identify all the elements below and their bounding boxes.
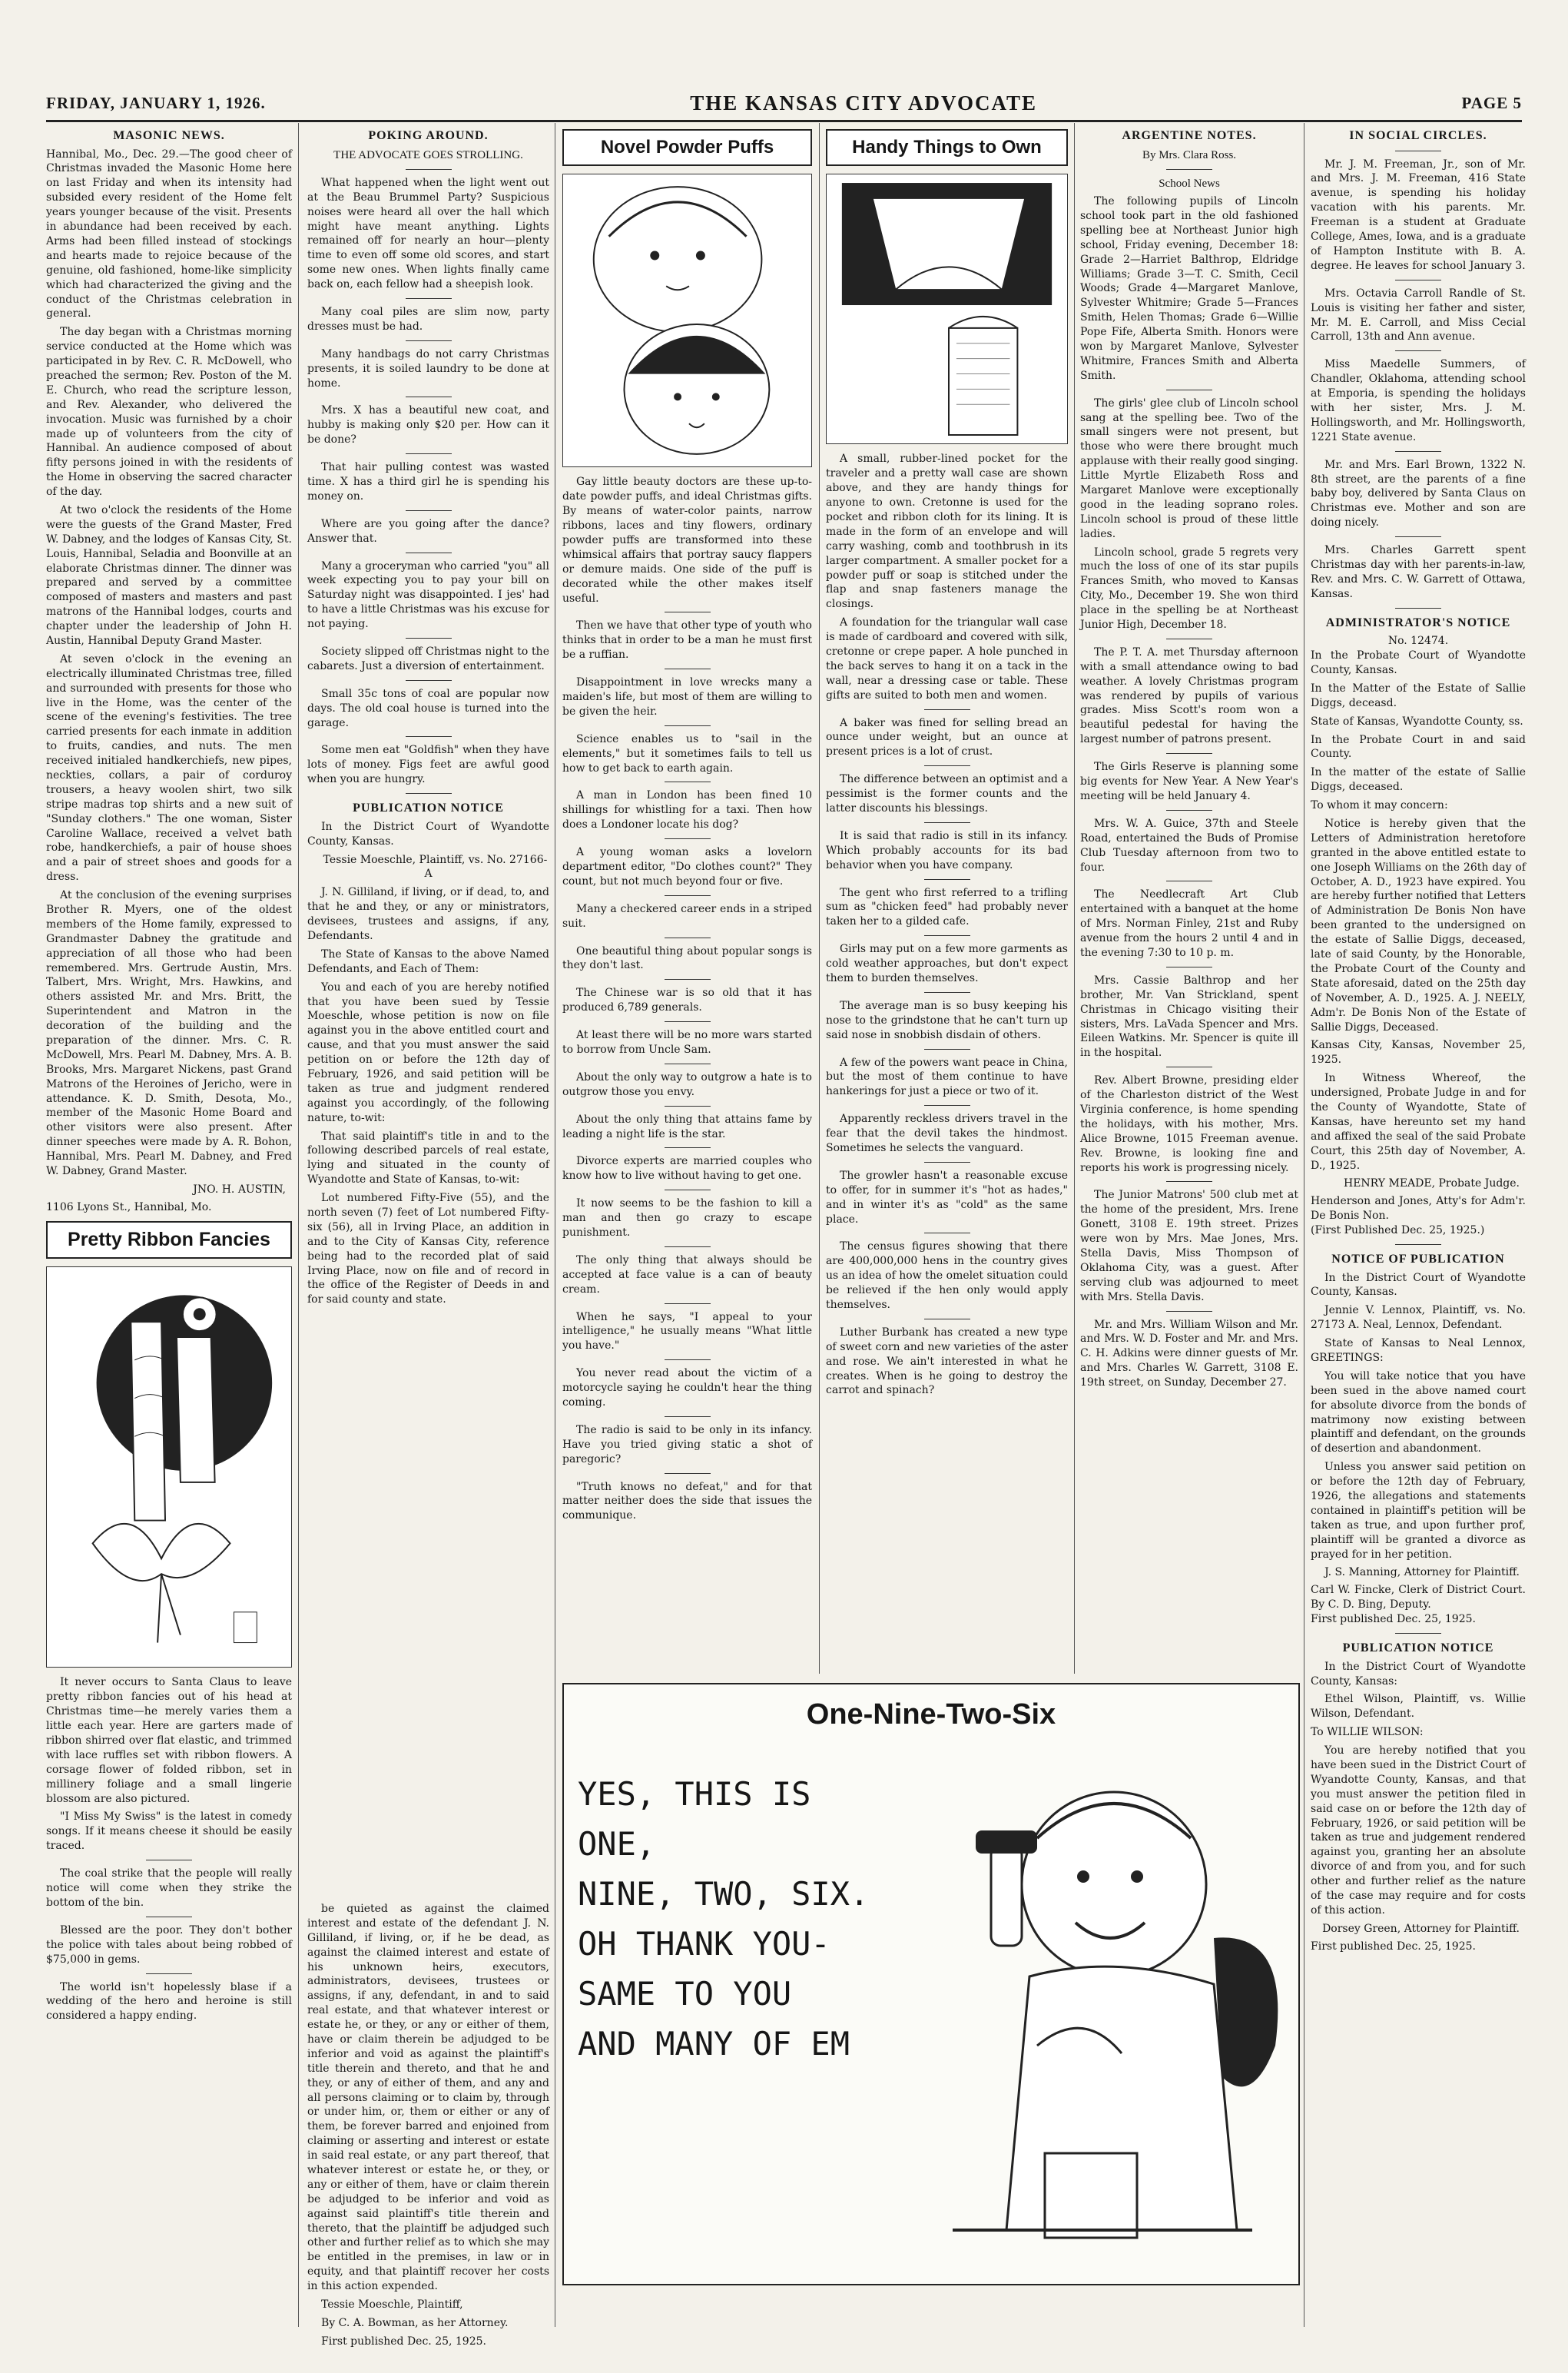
column-masonic xyxy=(46,123,292,2327)
argentine-para: The following pupils of Lincoln school took part in the old fashioned spelling bee at Northeast Junior high school, Friday evening, December 18: Grade 2—Harriet Balthrop, Eldridge Williams; Grade 3—T. C. Smith, Cecil Woods; Grade 4—Margaret Manlove, Sylvester Whitmire; Grade 5—Frances Smith, Helen Thomas; Grade 6—Willie Pope Fife, Alberta Smith. Honors were won by Margaret Manlove, Sylvester Whitmire, Frances Smith and Alberta Smith. xyxy=(1080,195,1298,382)
divider xyxy=(406,680,452,681)
divider xyxy=(1166,169,1212,170)
masonic-para: The day began with a Christmas morning service conducted at the Home which was participated in by Rev. C. R. McDowell, who preached the sermon; Rev. Poston of the M. E. Church, who read the scripture lesson, and Rev. Alexander, who delivered the invocation. Music was furnished by a choir made up of volunteers from the city of Hannibal. An audience composed of about fifty persons joined in with the residents of the Home in observing the sacred character of the day. xyxy=(46,326,292,499)
divider xyxy=(1395,1244,1441,1245)
divider xyxy=(1166,810,1212,811)
ribbon-para: It never occurs to Santa Claus to leave pretty ribbon fancies out of his head at Christmas time—he merely varies them a little each year. Here are garters made of ribbon shirred over flat elastic, and trimmed with lace ruffles set with ribbon flowers. A corsage flower of folded ribbon, set in millinery foliage and a small lingerie blossom are also pictured. xyxy=(46,1676,292,1805)
notice2-para: You will take notice that you have been sued in the above named court for absolute divorce from the bonds of matrimony now existing between plaintiff and defendant, on the grounds of desertion and abandonment. xyxy=(1311,1369,1526,1455)
ribbon-para: The coal strike that the people will really notice will come when they strike the bottom of the bin. xyxy=(46,1867,292,1909)
cartoon-panel xyxy=(562,1683,1300,2285)
masonic-para: At two o'clock the residents of the Home were the guests of the Grand Master, Fred W. Dabney, and the lodges of Kansas City, St. Louis, Hannibal, Seladia and Boonville at an elaborate Christmas dinner. The dinner was prepared and served by a committee composed of masters and masters and past matrons of the Hannibal lodges, courts and chapter under the leadership of John H. Austin, Hannibal Deputy Grand Master. xyxy=(46,503,292,647)
pub-notice-title: PUBLICATION NOTICE xyxy=(353,802,504,815)
pub3-para: Ethel Wilson, Plaintiff, vs. Willie Wilson, Defendant. xyxy=(1311,1693,1526,1721)
powder-para: Gay little beauty doctors are these up-to-date powder puffs, and ideal Christmas gifts. By means of water-color paints, narrow ribbons, laces and tiny flowers, ordinary powder puffs are transformed into these whimsical affairs that portray saucy flappers or demure maids. One side of the puff is decorated while the other makes itself useful. xyxy=(562,476,812,605)
divider xyxy=(406,298,452,299)
admin-para: Kansas City, Kansas, November 25, 1925. xyxy=(1311,1039,1526,1067)
masonic-para: At the conclusion of the evening surprises Brother R. Myers, one of the oldest members of the Home family, expressed to Grandmaster Dabney the gratitude and appreciation of all those who had been remembered. Mrs. Gertrude Austin, Mrs. Talbert, Mrs. Wright, Mrs. Hawkins, and others assisted Mr. and Mrs. Britt, the Superintendent and Matron in the decoration of the building and the preparation of the dinner. Mrs. C. R. McDowell, Mrs. Pearl M. Dabney, Mrs. A. B. Brooks, Mrs. Margaret Nickens, past Grand Matrons of the Heroines of Jericho, were in attendance. K. D. Smith, Desota, Mo., member of the Masonic Home Board and other visitors were also present. After dinner speeches were made by A. R. Bohon, Hannibal, Mrs. Pearl M. Dabney, and Fred W. Dabney, Grand Master. xyxy=(46,889,292,1178)
powder-para: Disappointment in love wrecks many a maiden's life, but most of them are willing to be given the heir. xyxy=(562,676,812,718)
cartoon-caption xyxy=(578,1769,900,2069)
admin-para: In the matter of the estate of Sallie Diggs, deceased. xyxy=(1311,766,1526,794)
argentine-para: Lincoln school, grade 5 regrets very much the loss of one of its star pupils Frances Smith, who moved to Kansas City, Mo., December 19. She won third place in the spelling be at Northeast Junior High, December 18. xyxy=(1080,546,1298,632)
pub3-para: You are hereby notified that you have been sued in the District Court of Wyandotte County, Kansas, and that you must answer the petition filed in said case on or before the 12th day of February, 1926, or said petition will be taken as true and judgement rendered against you, granting her an absolute divorce of and from you, and for such other and further relief as the nature of the case may require and for costs of this action. xyxy=(1311,1744,1526,1917)
admin-para: Notice is hereby given that the Letters of Administration heretofore granted in the above entitled estate to one Joseph Williams on the 26th day of October, A. D., 1923 have expired. You are hereby further notified that Letters of Administration De Bonis Non have been granted to the undersigned on the estate of Sallie Diggs, deceased, late of said County, by the Honorable, the Probate Court of the County and State aforesaid, dated on the 25th day of November, A. D., 1925. A. J. NEELY, Adm'r. De Bonis Non of the Estate of Sallie Diggs, Deceased. xyxy=(1311,818,1526,1034)
divider xyxy=(924,992,970,993)
cartoon-caption-line: SAME TO YOU xyxy=(578,1975,792,2013)
divider xyxy=(665,1246,711,1247)
handy-para: Girls may put on a few more garments as cold weather approaches, but don't expect them to burden themselves. xyxy=(826,943,1068,984)
ribbon-para: "I Miss My Swiss" is the latest in comedy songs. If it means cheese it should be easily traced. xyxy=(46,1810,292,1853)
divider xyxy=(924,709,970,710)
argentine-para: Rev. Albert Browne, presiding elder of the Charleston district of the West Virginia conference, is home spending the holidays, with his mother, Mrs. Alice Browne, 1015 Freeman avenue. Rev. Browne, is looking fine and reports his work is progressing nicely. xyxy=(1080,1074,1298,1174)
notice2-para: State of Kansas to Neal Lennox, GREETINGS: xyxy=(1311,1337,1526,1365)
handy-title: Handy Things to Own xyxy=(826,129,1068,166)
pub-notice-published: First published Dec. 25, 1925. xyxy=(321,2335,486,2348)
handy-para: A baker was fined for selling bread an ounce under weight, but an ounce at present prices is a lot of crust. xyxy=(826,716,1068,758)
admin-para: In the Probate Court of Wyandotte County, Kansas. xyxy=(1311,649,1526,677)
divider xyxy=(665,1147,711,1148)
issue-date: FRIDAY, JANUARY 1, 1926. xyxy=(46,93,266,112)
column-rule xyxy=(298,123,299,2327)
pub-notice-attorney: By C. A. Bowman, as her Attorney. xyxy=(321,2316,509,2329)
divider xyxy=(665,1416,711,1417)
pub-notice-para: That said plaintiff's title in and to the following described parcels of real estate, lying and situated in the county of Wyandotte and State of Kansas, to-wit: xyxy=(307,1130,549,1186)
admin-published: (First Published Dec. 25, 1925.) xyxy=(1311,1224,1485,1237)
poking-item: Many coal piles are slim now, party dresses must be had. xyxy=(307,305,549,333)
divider xyxy=(665,1303,711,1304)
divider xyxy=(1395,451,1441,452)
powder-para: The Chinese war is so old that it has produced 6,789 generals. xyxy=(562,987,812,1014)
pub-notice-para: J. N. Gilliland, if living, or if dead, to, and that he and they, or any or ministrators, devisees, trustees and assigns, if any, Defendants. xyxy=(307,886,549,942)
divider xyxy=(406,169,452,170)
divider xyxy=(924,822,970,823)
poking-item: Mrs. X has a beautiful new coat, and hubby is making only $20 per. How can it be done? xyxy=(307,404,549,446)
poking-item: Small 35c tons of coal are popular now days. The old coal house is turned into the garage. xyxy=(307,687,549,729)
divider xyxy=(406,638,452,639)
pub3-title: PUBLICATION NOTICE xyxy=(1342,1641,1494,1655)
pub-notice-para: The State of Kansas to the above Named Defendants, and Each of Them: xyxy=(307,948,549,975)
divider xyxy=(1166,1181,1212,1182)
handy-para: A foundation for the triangular wall case is made of cardboard and covered with silk, cretonne or crepe paper. A hole punched in the back serves to hang it on a tack in the wall, near a dressing case or table. These gifts are suited to both men and women. xyxy=(826,616,1068,702)
column-powder xyxy=(562,123,812,1674)
page-number: PAGE 5 xyxy=(1461,93,1522,112)
admin-para: State of Kansas, Wyandotte County, ss. xyxy=(1311,715,1523,728)
powder-para: The only thing that always should be accepted at face value is a can of beauty cream. xyxy=(562,1253,812,1296)
ribbon-illustration xyxy=(46,1266,292,1668)
poking-item: That hair pulling contest was wasted time. X has a third girl he is spending his money on. xyxy=(307,461,549,503)
powder-para: Divorce experts are married couples who know how to live without having to get one. xyxy=(562,1155,812,1183)
pub3-para: To WILLIE WILSON: xyxy=(1311,1726,1424,1739)
column-rule xyxy=(819,123,820,1674)
poking-item: Society slipped off Christmas night to the cabarets. Just a diversion of entertainment. xyxy=(307,646,549,672)
powder-para: The radio is said to be only in its infancy. Have you tried giving static a shot of paregoric? xyxy=(562,1423,812,1465)
admin-title: ADMINISTRATOR'S NOTICE xyxy=(1325,616,1511,629)
divider xyxy=(1166,1311,1212,1312)
divider xyxy=(1166,753,1212,754)
argentine-para: The Needlecraft Art Club entertained with a banquet at the home of Mrs. Norman Finley, 21st and Ruby avenue from the hours 2 until 4 and in the evening 7:30 to 10 p. m. xyxy=(1080,888,1298,959)
handy-para: The census figures showing that there are 400,000,000 hens in the country gives us an idea of how the omelet situation could be relieved if the hen only would apply themselves. xyxy=(826,1240,1068,1312)
handy-para: It is said that radio is still in its infancy. Which probably accounts for its bad behavior when you have company. xyxy=(826,829,1068,871)
admin-para: In Witness Whereof, the undersigned, Probate Judge in and for the County of Wyandotte, State of Kansas, have hereunto set my hand and affixed the seal of the said Probate Court, this 25th day of November, A. D., 1925. xyxy=(1311,1072,1526,1172)
argentine-para: The Junior Matrons' 500 club met at the home of the president, Mrs. Irene Gonett, 3108 E. 19th street. Prizes were won by Mrs. Mae Jones, Mrs. Stella Davis, Miss Thompson of Oklahoma City, was a guest. After serving club was adjourned to meet with Mrs. Stella Davis. xyxy=(1080,1189,1298,1303)
divider xyxy=(665,1473,711,1474)
poking-item: What happened when the light went out at the Beau Brummel Party? Suspicious noises were heard all over the hall which might have meant anything. Lights remained off for nearly an hour—plenty time to even off some old scores, and start some new ones. When lights finally came back on, each fellow had a sheepish look. xyxy=(307,176,549,291)
divider xyxy=(406,793,452,794)
handy-para: The gent who first referred to a trifling sum as "chicken feed" had probably never taken her to a gilded cafe. xyxy=(826,886,1068,928)
divider xyxy=(924,1162,970,1163)
ribbon-image xyxy=(47,1267,291,1667)
pub-notice-signature: Tessie Moeschle, Plaintiff, xyxy=(321,2298,463,2312)
poking-title: POKING AROUND. xyxy=(368,129,489,142)
divider xyxy=(406,453,452,454)
poking-item: Many a groceryman who carried "you" all week expecting you to pay your bill on Saturday night was disappointed. I jes' had to have a little Christmas was his excuse for not paying. xyxy=(307,559,549,631)
divider xyxy=(924,879,970,880)
handy-image xyxy=(827,174,1067,443)
social-title: IN SOCIAL CIRCLES. xyxy=(1349,129,1487,142)
divider xyxy=(1395,608,1441,609)
notice2-para: Unless you answer said petition on or before the 12th day of February, 1926, the allegations and statements contained in plaintiff's petition will be taken as true, and upon further prof, plaintiff will be granted a divorce as prayed for in her petition. xyxy=(1311,1461,1526,1561)
divider xyxy=(924,1105,970,1106)
powder-para: About the only way to outgrow a hate is to outgrow those you envy. xyxy=(562,1070,812,1098)
masonic-address: 1106 Lyons St., Hannibal, Mo. xyxy=(46,1200,212,1213)
admin-attorneys: Henderson and Jones, Atty's for Adm'r. De Bonis Non. xyxy=(1311,1195,1526,1223)
notice2-published: First published Dec. 25, 1925. xyxy=(1311,1613,1476,1626)
cartoon-baby-telephone-image xyxy=(891,1754,1291,2276)
column-rule xyxy=(1074,123,1075,1674)
powder-para: About the only thing that attains fame by leading a night life is the star. xyxy=(562,1113,812,1140)
handy-para: A small, rubber-lined pocket for the traveler and a pretty wall case are shown above, and they are handy things for anyone to own. Cretonne is used for the pocket and ribbon cloth for its lining. It is made in the form of an envelope and will carry washing, comb and toothbrush in its larger compartment. A smaller pocket for a powder puff or soap is stitched under the flap and snap fasteners manage the closings. xyxy=(826,453,1068,611)
divider xyxy=(665,725,711,726)
divider xyxy=(665,1021,711,1022)
divider xyxy=(924,935,970,936)
pub3-published: First published Dec. 25, 1925. xyxy=(1311,1940,1476,1953)
admin-para: In the Matter of the Estate of Sallie Diggs, deceasd. xyxy=(1311,682,1526,709)
ribbon-para: Blessed are the poor. They don't bother the police with tales about being robbed of $75,000 in gems. xyxy=(46,1923,292,1966)
pub3-signature: Dorsey Green, Attorney for Plaintiff. xyxy=(1322,1922,1520,1935)
notice2-para: Jennie V. Lennox, Plaintiff, vs. No. 27173 A. Neal, Lennox, Defendant. xyxy=(1311,1304,1526,1332)
poking-item: Some men eat "Goldfish" when they have lots of money. Figs feet are awful good when you are hungry. xyxy=(307,744,549,786)
divider xyxy=(146,1973,192,1974)
handy-para: Apparently reckless drivers travel in the fear that the devil takes the hindmost. Sometimes he selects the vanguard. xyxy=(826,1113,1068,1155)
poking-item: Many handbags do not carry Christmas presents, it is soiled laundry to be done at home. xyxy=(307,347,549,390)
powder-para: "Truth knows no defeat," and for that matter neither does the side that issues the communique. xyxy=(562,1480,812,1522)
handy-para: Luther Burbank has created a new type of sweet corn and new varieties of the aster and rose. We ain't interested in what he creates. When is he going to destroy the carrot and spinach? xyxy=(826,1326,1068,1397)
column-argentine xyxy=(1080,123,1298,1674)
ribbon-title: Pretty Ribbon Fancies xyxy=(46,1221,292,1260)
cartoon-caption-line: AND MANY OF EM xyxy=(578,2025,850,2063)
argentine-para: The Girls Reserve is planning some big events for New Year. A New Year's meeting will be held January 4. xyxy=(1080,761,1298,802)
powder-para: Science enables us to "sail in the elements," but it sometimes fails to tell us how to get back to earth again. xyxy=(562,732,812,775)
pub-notice-para: be quieted as against the claimed interest and estate of the defendant J. N. Gilliland, if living, or, if he be dead, as against the claimed interest and estate of his unknown heirs, executors, administrators, devisees, trustees or assigns, if any, defendant, in and to said real estate, and that whatever interest or estate he, or they, or any or either of them, have or claim therein be adjudged to be inferior and void as against the plaintiff's title therein and thereto, and that he and they, or any of either of them, and any and all persons claiming or to claim by, through or under him, or, them or either or any of them, be forever barred and enjoined from claiming or asserting and interest or estate in said real estate, or any part thereof, that whatever interest or estate he, or they, or any or either of them, have or claim therein be adjudged to be inferior and void as against said plaintiff's title therein and thereto, that the plaintiff be adjudged such other and further relief as to which she may be entitled in the premises, in law or in equity, and that plaintiff recover her costs in this action expended. xyxy=(307,1903,549,2293)
divider xyxy=(665,979,711,980)
powder-para: A man in London has been fined 10 shillings for whistling for a taxi. Then how does a Londoner locate his dog? xyxy=(562,789,812,831)
notice2-para: In the District Court of Wyandotte County, Kansas. xyxy=(1311,1271,1526,1299)
social-para: Mr. J. M. Freeman, Jr., son of Mr. and Mrs. J. M. Freeman, 416 State avenue, is spending his holiday vacation with his parents. Mr. Freeman is a student at Graduate College, Ames, Iowa, and is a graduate of Hampton Institute with B. A. degree. He leaves for school January 3. xyxy=(1311,158,1526,272)
divider xyxy=(1395,1633,1441,1634)
masonic-para: At seven o'clock in the evening an electrically illuminated Christmas tree, filled and surrounded with presents for those who live in the Home, was the center of the scene of the evening's festivities. The tree carried presents for each inmate in addition to fruits, candies, and nuts. The men received initialed handkerchiefs, new pipes, neckties, collars, a pair of corduroy trousers, a heavy woolen shirt, two silk stripe madras top shirts and a new suit of "Sunday clothers." The one woman, Sister Caroline Wallace, received a velvet bath robe, handkerchiefs, a pair of house shoes and a pair of street shoes and goods for a dress. xyxy=(46,652,292,884)
admin-para: In the Probate Court in and said County. xyxy=(1311,733,1526,761)
cartoon-title: One-Nine-Two-Six xyxy=(806,1698,1056,1731)
argentine-para: Mrs. W. A. Guice, 37th and Steele Road, entertained the Buds of Promise Club Tuesday afternoon from two to four. xyxy=(1080,817,1298,874)
admin-number: No. 12474. xyxy=(1387,635,1449,648)
argentine-subhead: School News xyxy=(1159,177,1220,190)
social-para: Mr. and Mrs. Earl Brown, 1322 N. 8th street, are the parents of a fine baby boy, delivered by Santa Claus on Christmas eve. Mother and son are doing nicely. xyxy=(1311,458,1526,529)
divider xyxy=(665,838,711,839)
powder-para: Many a checkered career ends in a striped suit. xyxy=(562,902,812,930)
handy-para: The average man is so busy keeping his nose to the grindstone that he can't turn up said nose in snobbish disdain of others. xyxy=(826,999,1068,1041)
pub-notice-para: You and each of you are hereby notified that you have been sued by Tessie Moeschle, whose petition is now on file against you in the above entitled court and cause, and that you must answer the said petition on or before the 12th day of February, 1926, and said petition will be taken as true and judgment rendered against you accordingly, of the following nature, to-wit: xyxy=(307,981,549,1124)
pub-notice-para: Lot numbered Fifty-Five (55), and the north seven (7) feet of Lot numbered Fifty-six (56), all in Irving Place, an addition in and to the City of Kansas City, reference being had to the recorded plat of said Irving Place, now on file and of record in the office of the Register of Deeds in and for said county and state. xyxy=(307,1192,549,1306)
cartoon-caption-line: YES, THIS IS ONE, xyxy=(578,1775,811,1864)
divider xyxy=(924,765,970,766)
column-poking xyxy=(307,123,549,1889)
divider xyxy=(665,895,711,896)
powder-para: You never read about the victim of a motorcycle saying he couldn't hear the thing coming. xyxy=(562,1367,812,1409)
divider xyxy=(665,1106,711,1107)
admin-signature: HENRY MEADE, Probate Judge. xyxy=(1344,1177,1520,1190)
pub3-para: In the District Court of Wyandotte County, Kansas: xyxy=(1311,1660,1526,1688)
argentine-para: Mr. and Mrs. William Wilson and Mr. and Mrs. W. D. Foster and Mr. and Mrs. C. H. Adkins were dinner guests of Mr. and Mrs. Charles W. Garrett, 3108 E. 19th street, on Sunday, December 27. xyxy=(1080,1318,1298,1389)
argentine-para: Mrs. Cassie Balthrop and her brother, Mr. Van Strickland, spent Christmas in Chicago visiting their sisters, Mrs. LaVada Spencer and Mrs. Eileen Watkins. Mr. Spencer is quite ill in the hospital. xyxy=(1080,974,1298,1060)
handy-para: A few of the powers want peace in China, but the most of them continue to have hankerings for just a piece or two of it. xyxy=(826,1056,1068,1098)
cartoon-caption-line: OH THANK YOU- xyxy=(578,1925,830,1963)
notice2-clerk: Carl W. Fincke, Clerk of District Court. By C. D. Bing, Deputy. xyxy=(1311,1584,1526,1611)
pub-notice-para: Tessie Moeschle, Plaintiff, vs. No. 27166-A xyxy=(323,853,548,881)
column-handy xyxy=(826,123,1068,1674)
masonic-signature: JNO. H. AUSTIN, xyxy=(193,1183,286,1196)
pub-notice-continued xyxy=(307,1902,549,2348)
paper-name: THE KANSAS CITY ADVOCATE xyxy=(690,91,1038,115)
handy-illustration xyxy=(826,174,1068,444)
powder-para: At least there will be no more wars started to borrow from Uncle Sam. xyxy=(562,1029,812,1056)
social-para: Mrs. Charles Garrett spent Christmas day with her parents-in-law, Rev. and Mrs. C. W. Garrett of Ottawa, Kansas. xyxy=(1311,544,1526,600)
powder-title: Novel Powder Puffs xyxy=(562,129,812,166)
masonic-para: Hannibal, Mo., Dec. 29.—The good cheer of Christmas invaded the Masonic Home here on last Friday and when its intensity had subsided every resident of the Home felt years younger because of the visit. Presents in abundance had been received by each. Arms had been filled instead of stockings and hearts made to rejoice because of the genuine, old fashioned, home-like simplicity which had characterized the giving and the conduct of the Christmas celebration in general. xyxy=(46,148,292,320)
divider xyxy=(406,510,452,511)
divider xyxy=(406,736,452,737)
divider xyxy=(665,1359,711,1360)
notice2-signature: J. S. Manning, Attorney for Plaintiff. xyxy=(1324,1566,1520,1579)
powder-puff-image xyxy=(563,174,811,466)
masthead xyxy=(46,86,1522,122)
powder-illustration xyxy=(562,174,812,467)
divider xyxy=(1395,350,1441,351)
poking-subtitle: THE ADVOCATE GOES STROLLING. xyxy=(333,148,523,161)
social-para: Mrs. Octavia Carroll Randle of St. Louis is visiting her father and sister, Mr. M. E. Carroll, and Miss Cecial Carroll, 13th and Ann avenue. xyxy=(1311,287,1526,344)
argentine-title: ARGENTINE NOTES. xyxy=(1122,129,1257,142)
social-para: Miss Maedelle Summers, of Chandler, Oklahoma, attending school at Emporia, is spending the holidays with her sister, Mrs. J. M. Hollingsworth, and Mr. Hollingsworth, 1221 State avenue. xyxy=(1311,358,1526,443)
cartoon-caption-line: NINE, TWO, SIX. xyxy=(578,1875,870,1913)
handy-para: The difference between an optimist and a pessimist is the former counts and the latter discounts his blessings. xyxy=(826,773,1068,815)
powder-para: A young woman asks a lovelorn department editor, "Do clothes count?" They count, but not much beyond four or five. xyxy=(562,846,812,888)
divider xyxy=(406,340,452,341)
admin-para: To whom it may concern: xyxy=(1311,799,1448,812)
column-social xyxy=(1311,123,1526,2327)
masonic-title: MASONIC NEWS. xyxy=(113,129,225,142)
powder-para: One beautiful thing about popular songs is they don't last. xyxy=(562,944,812,972)
divider xyxy=(1395,536,1441,537)
argentine-para: The girls' glee club of Lincoln school sang at the spelling bee. Two of the small singers were not present, but those who were there brought much applause with their really good singing. Little Myrtle Elizabeth Ross and Margaret Manlove were exceptionally good in the leading soprano roles. Lincoln school is proud of these little ladies. xyxy=(1080,397,1298,540)
poking-item: Where are you going after the dance? Answer that. xyxy=(307,517,549,545)
powder-para: Then we have that other type of youth who thinks that in order to be a man he must first be a ruffian. xyxy=(562,619,812,662)
argentine-para: The P. T. A. met Thursday afternoon with a small attendance owing to bad weather. A lovely Christmas program was rendered by pupils of various grades. Miss Scott's room won a beautiful pedestal for having the largest number of patrons present. xyxy=(1080,646,1298,746)
powder-para: When he says, "I appeal to your intelligence," he usually means "What little you have." xyxy=(562,1310,812,1352)
notice2-title: NOTICE OF PUBLICATION xyxy=(1331,1252,1505,1266)
ribbon-para: The world isn't hopelessly blase if a wedding of the hero and heroine is still considered a happy ending. xyxy=(46,1980,292,2023)
powder-para: It now seems to be the fashion to kill a man and then go crazy to escape punishment. xyxy=(562,1197,812,1240)
divider xyxy=(924,1049,970,1050)
pub-notice-para: In the District Court of Wyandotte County, Kansas. xyxy=(307,820,549,848)
argentine-byline: By Mrs. Clara Ross. xyxy=(1142,148,1237,161)
handy-para: The growler hasn't a reasonable excuse to offer, for in summer it's "hot as hades," and in winter it's as "cold" as the same place. xyxy=(826,1169,1068,1226)
